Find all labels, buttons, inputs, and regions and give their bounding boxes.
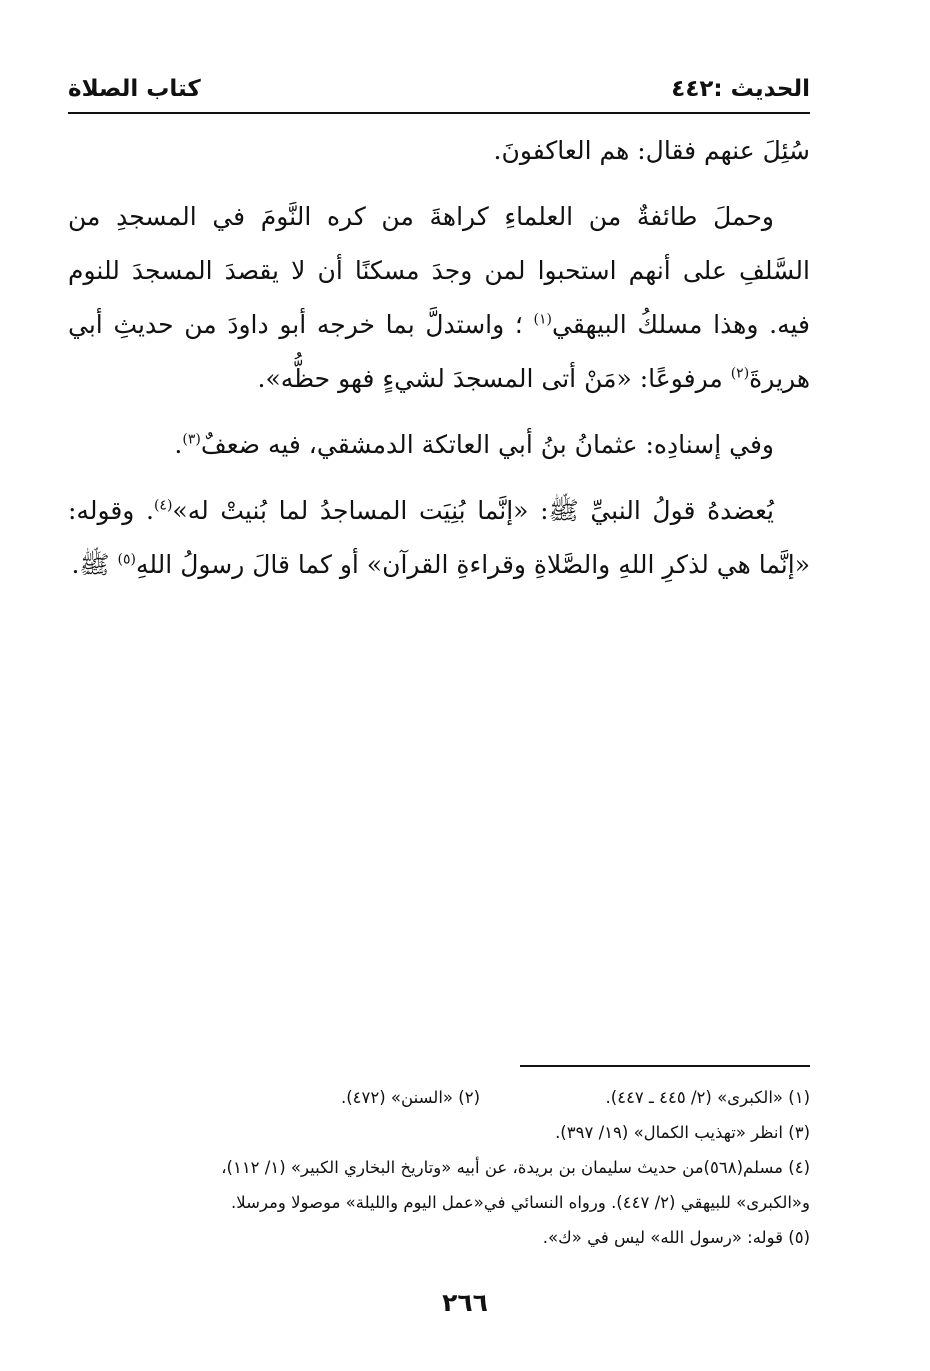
paragraph-3 [68, 418, 810, 472]
footnote-marker-2: (٢) [730, 365, 750, 382]
footnotes [80, 1080, 810, 1255]
paragraph-4 [68, 484, 810, 592]
paragraph-2-text-a: وحملَ طائفةٌ من العلماءِ كراهةَ من كره النَّومَ في المسجدِ من السَّلفِ على أنهم استحبوا لمن وجدَ مسكنًا أن لا يقصدَ المسجدَ للنوم فيه. وهذا مسلكُ البيهقي [68, 202, 810, 339]
paragraph-1: سُئِلَ عنهم فقال: هم العاكفونَ. [493, 136, 810, 165]
footnote-marker-1: (١) [533, 311, 553, 328]
main-text [68, 124, 810, 604]
paragraph-3-text-a: وفي إسنادِه: عثمانُ بنُ أبي العاتكة الدمشقي، فيه ضعفٌ [200, 430, 774, 459]
footnote-4-line-1: (٤) مسلم(٥٦٨)من حديث سليمان بن بريدة، عن أبيه «وتاريخ البخاري الكبير» (١/ ١١٢)، [221, 1158, 810, 1177]
book-title: كتاب الصلاة [68, 76, 201, 102]
hadith-reference: الحديث :٤٤٢ [671, 76, 810, 102]
footnote-marker-5: (٥) [117, 551, 136, 568]
paragraph-4-text-a: يُعضدهُ قولُ النبيِّ ﷺ: «إنَّما بُنِيَت المساجدُ لما بُنيتْ له» [172, 496, 774, 525]
paragraph-2 [68, 190, 810, 406]
footnote-rule [520, 1065, 810, 1067]
page-number: ٢٦٦ [442, 1288, 488, 1317]
footnote-marker-3: (٣) [182, 431, 201, 448]
paragraph-2-text-b: ؛ واستدلَّ بما خرجه أبو داودَ من حديثِ أبي هريرةَ [68, 310, 810, 393]
footnote-3: (٣) انظر «تهذيب الكمال» (١٩/ ٣٩٧). [555, 1123, 810, 1142]
header-rule [68, 112, 810, 114]
paragraph-4-text-b: . وقوله: «إنَّما هي لذكرِ اللهِ والصَّلاةِ وقراءةِ القرآن» أو كما قالَ رسولُ اللهِ [68, 496, 810, 579]
footnote-1: (١) «الكبرى» (٢/ ٤٤٥ ـ ٤٤٧). [605, 1088, 810, 1107]
paragraph-4-text-c: ﷺ. [71, 550, 118, 579]
footnote-row-1 [80, 1080, 810, 1115]
footnote-2: (٢) «السنن» (٤٧٢). [340, 1088, 480, 1107]
footnote-marker-4: (٤) [153, 497, 173, 514]
footnote-5: (٥) قوله: «رسول الله» ليس في «ك». [542, 1228, 810, 1247]
paragraph-2-text-c: مرفوعًا: «مَنْ أتى المسجدَ لشيءٍ فهو حظُّه». [257, 364, 731, 393]
footnote-4-line-2: و«الكبرى» للبيهقي (٢/ ٤٤٧). ورواه النسائي في«عمل اليوم والليلة» موصولا ومرسلا. [231, 1193, 810, 1212]
paragraph-3-text-b: . [174, 430, 183, 459]
running-header [68, 68, 810, 102]
